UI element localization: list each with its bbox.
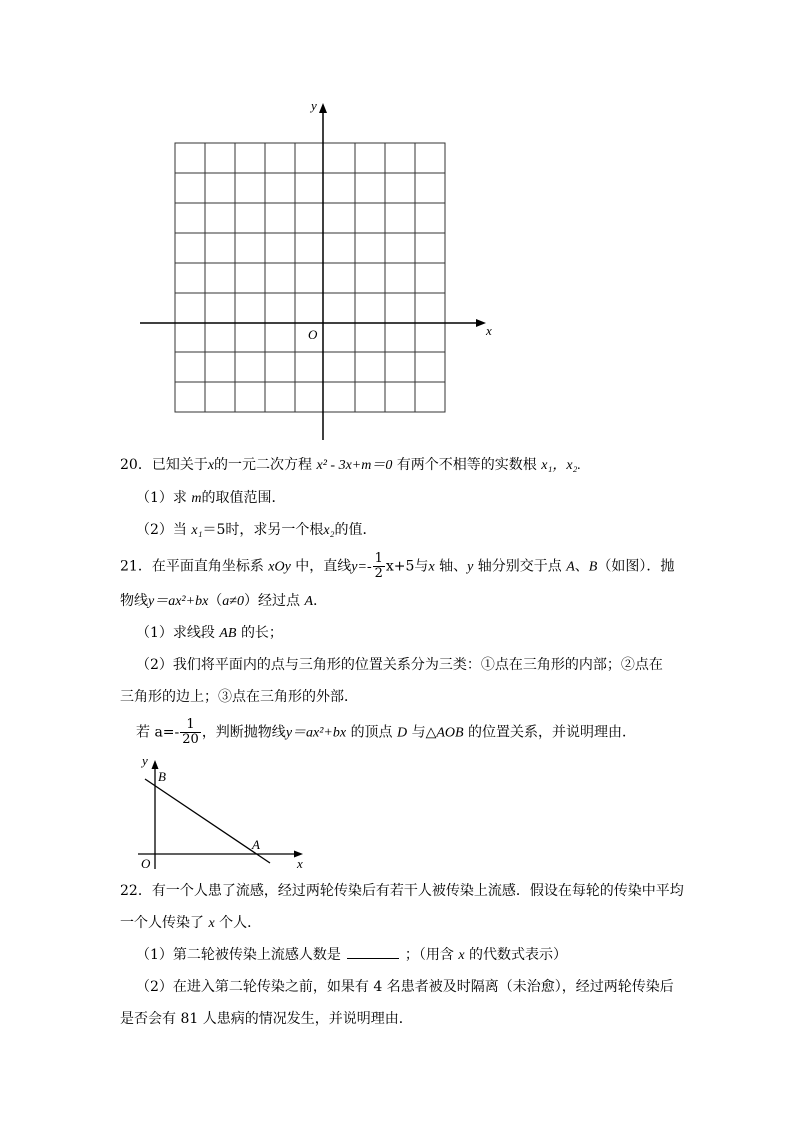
line-triangle-figure — [0, 745, 794, 875]
origin-label: O — [308, 327, 318, 342]
q21-part3: 若 a=- $\frac{1}{20}$ ，判断抛物线y＝ax²+bx 的顶点 D 与△AOB 的位置关系，并说明理由． — [136, 717, 637, 747]
point-b-label: B — [158, 769, 166, 784]
q21-stem-line2: 物线y＝ax²+bx（a≠0）经过点 A. — [120, 593, 318, 609]
origin-label: O — [141, 856, 151, 871]
q20-part2: （2）当 x₁＝5时，求另一个根x₂的值． — [136, 522, 377, 538]
y-axis-arrow-icon — [152, 760, 159, 769]
q20-stem: 20．已知关于x的一元二次方程 x² - 3x+m＝0 有两个不相等的实数根 x₁，x₂. — [120, 457, 581, 473]
q22-part1: （1）第二轮被传染上流感人数是 ；（用含 x 的代数式表示） — [136, 947, 568, 963]
y-axis-label: y — [142, 753, 148, 768]
grid-coordinate-figure — [0, 0, 794, 450]
q21-part1: （1）求线段 AB 的长； — [136, 625, 283, 641]
x-axis-arrow-icon — [476, 319, 486, 327]
fraction-one-half: $\frac{1}{2}$ — [374, 551, 383, 581]
point-a-label: A — [252, 837, 260, 852]
q22-part2-line1: （2）在进入第二轮传染之前，如果有 4 名患者被及时隔离（未治愈），经过两轮传染后 — [136, 979, 674, 995]
grid-lines — [175, 143, 445, 412]
q22-part2-line2: 是否会有 81 人患病的情况发生，并说明理由． — [120, 1011, 413, 1027]
x-axis-label: x — [297, 856, 303, 871]
q21-part2-line1: （2）我们将平面内的点与三角形的位置关系分为三类：①点在三角形的内部；②点在 — [136, 657, 663, 673]
q22-stem-line1: 22．有一个人患了流感，经过两轮传染后有若干人被传染上流感．假设在每轮的传染中平均 — [120, 883, 684, 899]
q21-part2-line2: 三角形的边上；③点在三角形的外部． — [120, 689, 358, 705]
y-axis-arrow-icon — [319, 103, 327, 113]
fraction-one-twentieth: $\frac{1}{20}$ — [182, 717, 199, 747]
x-axis-label: x — [486, 323, 492, 338]
answer-blank[interactable] — [347, 946, 399, 959]
y-axis-label: y — [311, 98, 317, 113]
q22-stem-line2: 一个人传染了 x 个人． — [120, 915, 262, 931]
q20-part1: （1）求 m的取值范围． — [136, 490, 286, 506]
q21-stem-line1: 21．在平面直角坐标系 xOy 中，直线y=- $\frac{1}{2}$ x+5与x 轴、y 轴分别交于点 A、B（如图）．抛 — [120, 551, 675, 581]
